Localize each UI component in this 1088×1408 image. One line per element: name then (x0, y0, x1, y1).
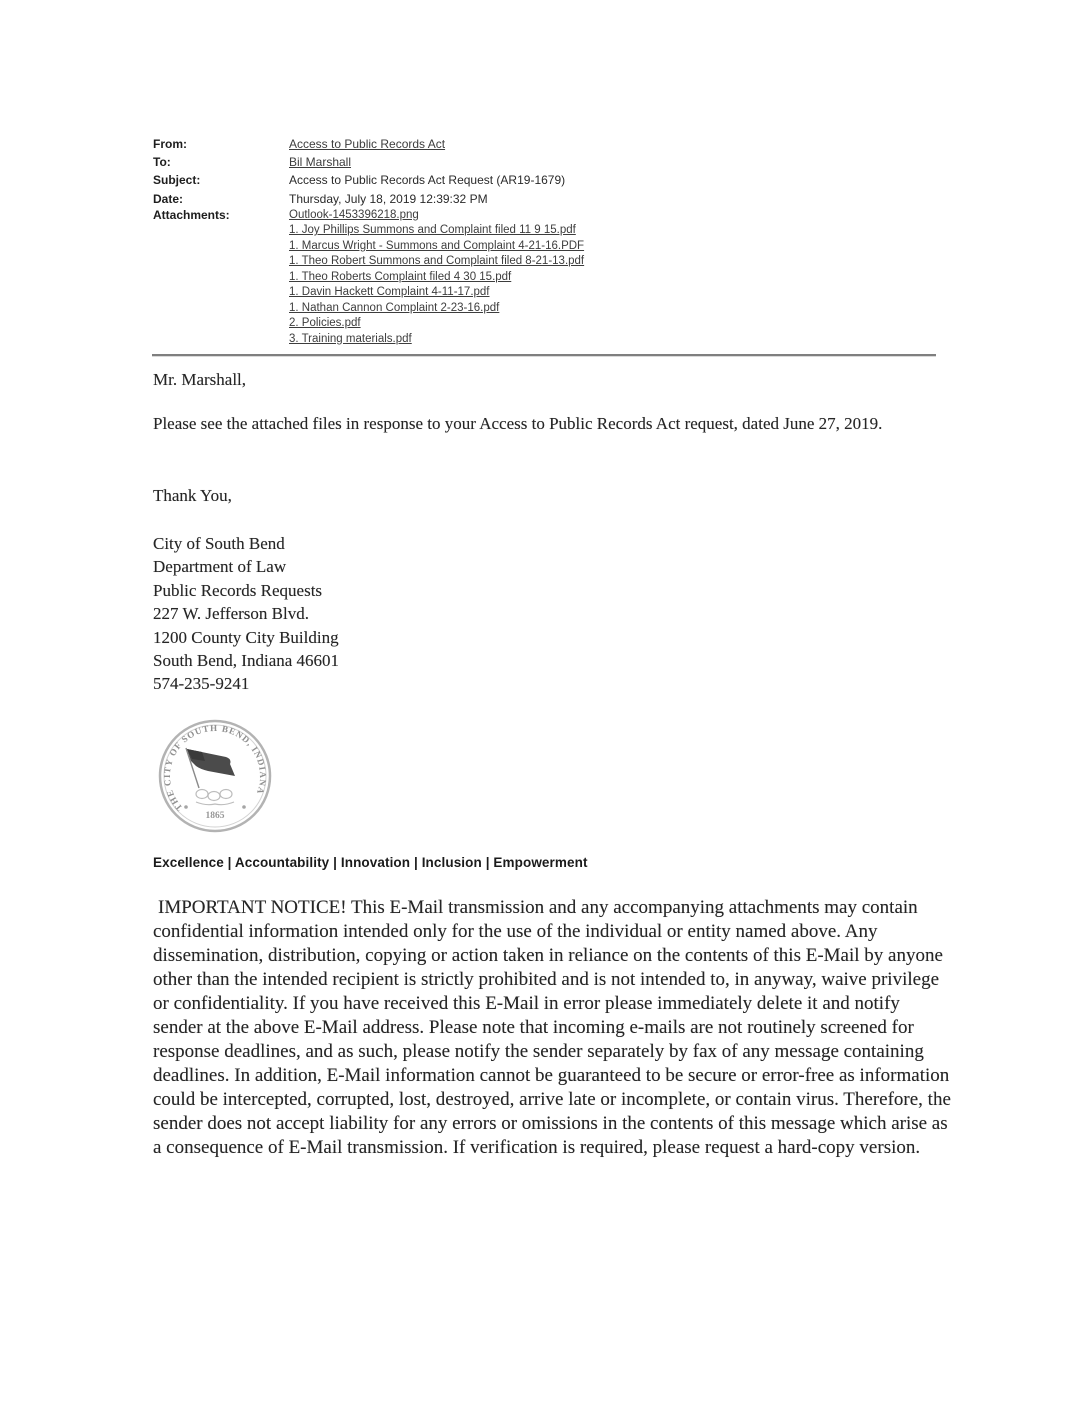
email-header (153, 135, 953, 347)
attachment-link[interactable]: Outlook-1453396218.png (289, 208, 419, 221)
attachment-list (289, 208, 584, 348)
attachments-label: Attachments: (153, 207, 230, 222)
header-row-attachments (153, 208, 953, 348)
date-value: Thursday, July 18, 2019 12:39:32 PM (289, 191, 488, 206)
from-sender-link[interactable]: Access to Public Records Act (289, 137, 446, 151)
signature-line: 227 W. Jefferson Blvd. (153, 604, 309, 624)
header-separator (152, 354, 936, 356)
important-notice: IMPORTANT NOTICE! This E-Mail transmission and any accompanying attachments may contain confidential information intended only for the use of the individual or entity named above. Any dissemination, distribution, copying or action taken in reliance on the contents of this E-Mail by anyone other than the intended recipient is strictly prohibited and is not intended to, in anyway, waive privilege or confidentiality. If you have received this E-Mail in error please immediately delete it and notify sender at the above E-Mail address. Please note that incoming e-mails are not routinely screened for response deadlines, and as such, please notify the sender separately by fax of any message containing deadlines. In addition, E-Mail information cannot be guaranteed to be secure or error-free as information could be intercepted, corrupted, lost, destroyed, arrive late or incomplete, or contain virus. Therefore, the sender does not accept liability for any errors or omissions in the contents of this message which arise as a consequence of E-Mail transmission. If verification is required, please request a hard-copy version. (153, 897, 951, 1158)
signature-line: 574-235-9241 (153, 674, 250, 694)
signature-line: South Bend, Indiana 46601 (153, 651, 340, 671)
signature-line: Department of Law (153, 557, 287, 577)
signature-line: Public Records Requests (153, 580, 323, 600)
seal-arc-text: THE CITY OF SOUTH BEND, INDIANA (161, 722, 269, 813)
attachment-link[interactable]: 1. Theo Robert Summons and Complaint filed 8-21-13.pdf (289, 255, 585, 268)
seal-right-dot (242, 805, 246, 809)
attachment-link[interactable]: 1. Davin Hackett Complaint 4-11-17.pdf (289, 286, 490, 299)
seal-ornament (196, 790, 234, 805)
date-label: Date: (153, 191, 184, 206)
subject-label: Subject: (153, 173, 201, 188)
signature-block (153, 532, 339, 696)
flag-icon (186, 748, 235, 788)
city-of-south-bend-seal-icon (156, 712, 276, 844)
seal-year: 1865 (205, 811, 225, 821)
closing: Thank You, (153, 486, 232, 505)
body-paragraph: Please see the attached files in response to your Access to Public Records Act request, dated June 27, 2019. (153, 414, 883, 433)
to-label: To: (153, 155, 171, 170)
attachment-link[interactable]: 1. Theo Roberts Complaint filed 4 30 15.pdf (289, 270, 512, 283)
signature-line: City of South Bend (153, 534, 285, 553)
attachment-link[interactable]: 1. Joy Phillips Summons and Complaint filed 11 9 15.pdf (289, 224, 576, 237)
header-row-date (153, 190, 953, 208)
attachment-link[interactable]: 2. Policies.pdf (289, 317, 361, 330)
attachment-link[interactable]: 3. Training materials.pdf (289, 332, 412, 345)
header-row-subject (153, 171, 953, 189)
header-row-to (153, 153, 953, 171)
attachment-link[interactable]: 1. Marcus Wright - Summons and Complaint 4-21-16.PDF (289, 239, 585, 252)
salutation: Mr. Marshall, (153, 370, 247, 389)
subject-value: Access to Public Records Act Request (AR19-1679) (289, 173, 566, 188)
signature-line: 1200 County City Building (153, 627, 339, 647)
from-label: From: (153, 137, 187, 151)
values-tagline: Excellence | Accountability | Innovation | Inclusion | Empowerment (153, 855, 588, 870)
seal-left-dot (184, 805, 188, 809)
header-row-from (153, 135, 953, 153)
to-recipient-link[interactable]: Bil Marshall (289, 155, 352, 170)
attachment-link[interactable]: 1. Nathan Cannon Complaint 2-23-16.pdf (289, 301, 500, 314)
